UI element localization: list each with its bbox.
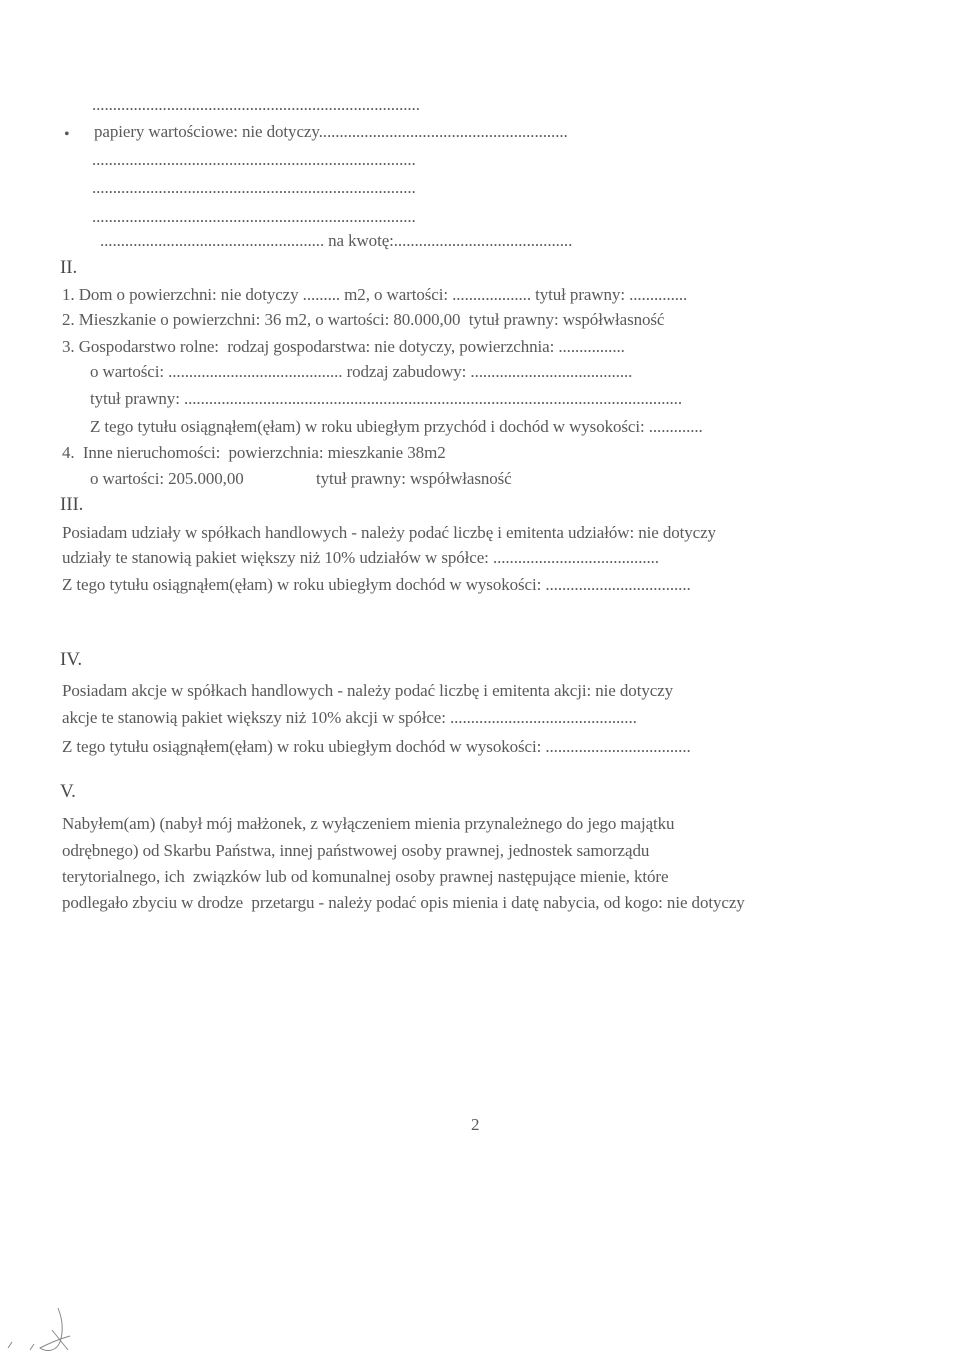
section-heading-ii: II. [60, 257, 78, 278]
other-property-title: tytuł prawny: współwłasność [316, 469, 512, 488]
acquired-line-1: Nabyłem(am) (nabył mój małżonek, z wyłączeniem mienia przynależnego do jego majątku [62, 814, 675, 833]
section-heading-iv: IV. [60, 649, 83, 670]
apartment-line: 2. Mieszkanie o powierzchni: 36 m2, o wartości: 80.000,00 tytuł prawny: współwłasność [62, 310, 665, 329]
farm-title-line: tytuł prawny: ........................................................................................................................ [90, 389, 682, 408]
amount-label: na kwotę: [328, 231, 394, 250]
dotted-line: .............................................................................. [92, 178, 416, 197]
dotted-line: .............................................................................. [92, 150, 416, 169]
farm-line: 3. Gospodarstwo rolne: rodzaj gospodarstwa: nie dotyczy, powierzchnia: ................ [62, 337, 625, 356]
acquired-line-2: odrębnego) od Skarbu Państwa, innej państwowej osoby prawnej, jednostek samorządu [62, 841, 650, 860]
section-heading-v: V. [60, 781, 76, 802]
dotted-line: .............................................................................. [92, 207, 416, 226]
stocks-income-line: Z tego tytułu osiągnąłem(ęłam) w roku ubiegłym dochód w wysokości: ................................... [62, 737, 691, 756]
securities-line [94, 122, 568, 142]
shares-income-line: Z tego tytułu osiągnąłem(ęłam) w roku ubiegłym dochód w wysokości: ................................... [62, 575, 691, 594]
other-property-value: o wartości: 205.000,00 [90, 469, 244, 488]
acquired-line-3: terytorialnego, ich związków lub od komunalnej osoby prawnej następujące mienie, które [62, 867, 669, 886]
securities-label: papiery wartościowe: nie dotyczy [94, 122, 319, 141]
farm-income-line: Z tego tytułu osiągnąłem(ęłam) w roku ubiegłym przychód i dochód w wysokości: ............. [90, 417, 703, 436]
acquired-line-4: podlegało zbyciu w drodze przetargu - należy podać opis mienia i datę nabycia, od kogo: nie dotyczy [62, 893, 745, 912]
shares-line: Posiadam udziały w spółkach handlowych - należy podać liczbę i emitenta udziałów: nie dotyczy [62, 523, 716, 542]
amount-dots-right: ........................................... [393, 231, 573, 250]
bullet-icon: • [64, 126, 70, 143]
stocks-line: Posiadam akcje w spółkach handlowych - należy podać liczbę i emitenta akcji: nie dotyczy [62, 681, 674, 700]
stocks-packet-line: akcje te stanowią pakiet większy niż 10% akcji w spółce: ............................................. [62, 708, 637, 727]
amount-line [100, 231, 572, 251]
amount-dots-left: ...................................................... [100, 231, 325, 250]
page-number: 2 [471, 1115, 480, 1134]
other-property-line: 4. Inne nieruchomości: powierzchnia: mieszkanie 38m2 [62, 443, 446, 462]
scribble-mark [0, 1300, 90, 1355]
dotted-line: ............................................................................... [92, 95, 420, 114]
securities-dots: ............................................................ [318, 122, 568, 141]
section-heading-iii: III. [60, 494, 84, 515]
house-line: 1. Dom o powierzchni: nie dotyczy ......... m2, o wartości: ................... tytuł prawny: .............. [62, 285, 688, 304]
farm-value-line: o wartości: .......................................... rodzaj zabudowy: ....................................... [90, 362, 633, 381]
shares-packet-line: udziały te stanowią pakiet większy niż 10% udziałów w spółce: ........................................ [62, 548, 659, 567]
